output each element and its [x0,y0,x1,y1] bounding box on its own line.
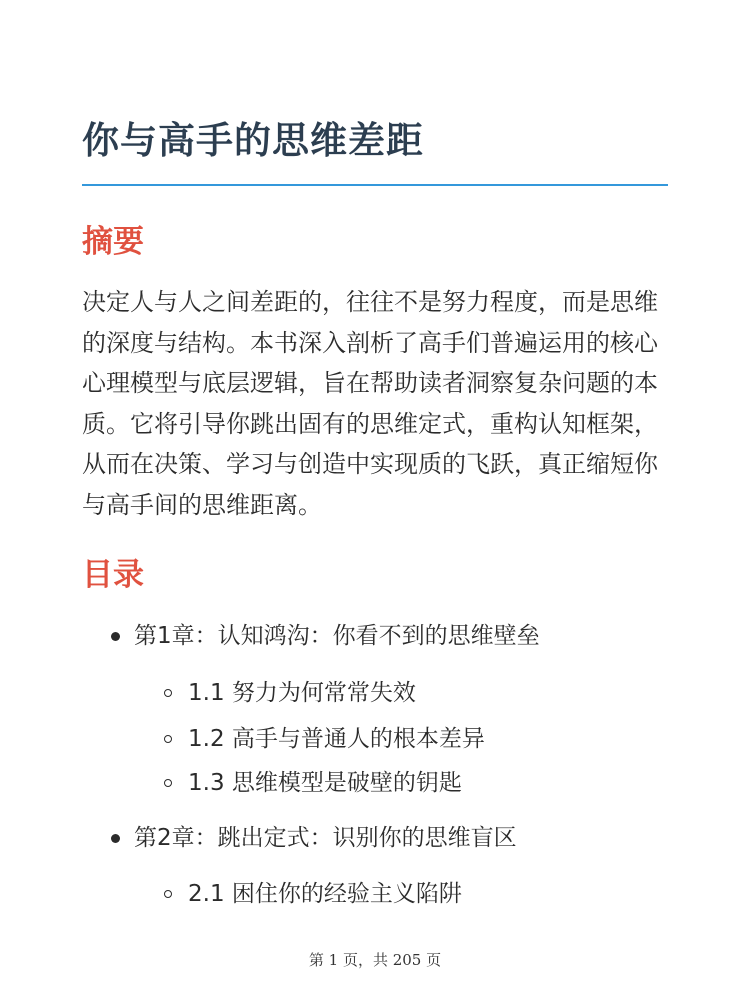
page-number-footer: 第 1 页，共 205 页 [308,951,442,969]
chapter-bullet-icon [111,834,120,843]
section-bullet-icon [164,689,172,697]
toc-heading: 目录 [82,557,144,593]
abstract-paragraph: 决定人与人之间差距的，往往不是努力程度，而是思维的深度与结构。本书深入剖析了高手们普遍运用的核心心理模型与底层逻辑，旨在帮助读者洞察复杂问题的本质。它将引导你跳出固有的思维定式，重构认知框架，从而在决策、学习与创造中实现质的飞跃，真正缩短你与高手间的思维距离。 [82,288,658,519]
section-bullet-icon [164,890,172,898]
toc-chapter-2[interactable]: 第2章：跳出定式：识别你的思维盲区 [134,825,517,851]
chapter-bullet-icon [111,632,120,641]
toc-section-1-1[interactable]: 1.1 努力为何常常失效 [188,680,416,706]
toc-section-2-1[interactable]: 2.1 困住你的经验主义陷阱 [188,881,462,907]
toc-section-1-2[interactable]: 1.2 高手与普通人的根本差异 [188,726,485,752]
toc-section-1-3[interactable]: 1.3 思维模型是破壁的钥匙 [188,770,462,796]
section-bullet-icon [164,779,172,787]
abstract-heading: 摘要 [82,224,144,260]
title-divider [82,184,668,186]
toc-chapter-1[interactable]: 第1章：认知鸿沟：你看不到的思维壁垒 [134,623,540,649]
document-title: 你与高手的思维差距 [82,119,424,162]
section-bullet-icon [164,735,172,743]
